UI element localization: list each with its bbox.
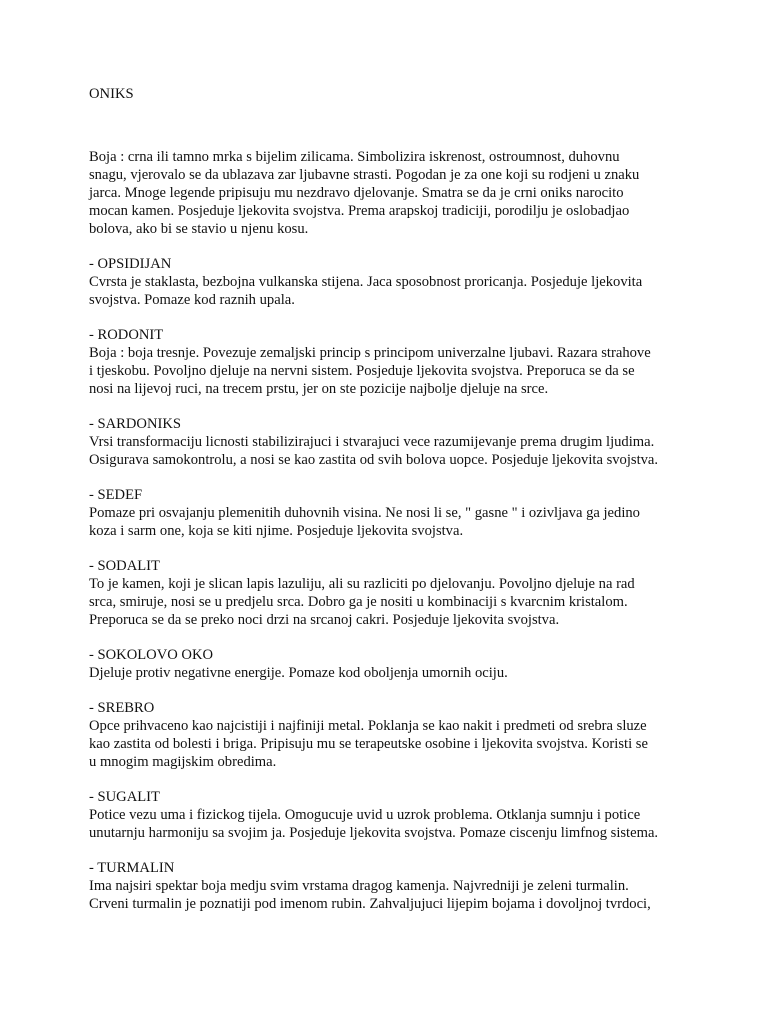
section-body-line: Pomaze pri osvajanju plemenitih duhovnih visina. Ne nosi li se, " gasne " i ozivljava ga jedino (89, 505, 640, 521)
document-section (89, 415, 749, 469)
section-heading: - SUGALIT (89, 789, 160, 805)
document-section (89, 486, 749, 540)
section-body-line: Vrsi transformaciju licnosti stabilizirajuci i stvarajuci vece razumijevanje prema drugim ljudima. (89, 434, 655, 450)
document-section (89, 557, 749, 629)
section-body-line: mocan kamen. Posjeduje ljekovita svojstva. Prema arapskoj tradiciji, porodilju je oslobadjao (89, 203, 630, 219)
document-page (89, 85, 749, 930)
document-section (89, 148, 749, 238)
section-body-line: bolova, ako bi se stavio u njenu kosu. (89, 221, 309, 237)
section-body-line: Cvrsta je staklasta, bezbojna vulkanska stijena. Jaca sposobnost proricanja. Posjeduje ljekovita (89, 274, 643, 290)
section-heading: - SREBRO (89, 700, 155, 716)
document-section (89, 646, 749, 682)
section-body-line: To je kamen, koji je slican lapis lazuliju, ali su razliciti po djelovanju. Povoljno djeluje na rad (89, 576, 635, 592)
document-section (89, 255, 749, 309)
section-body-line: koza i sarm one, koja se kiti njime. Posjeduje ljekovita svojstva. (89, 523, 464, 539)
document-section (89, 699, 749, 771)
section-heading: - SODALIT (89, 558, 160, 574)
section-body-line: Osigurava samokontrolu, a nosi se kao zastita od svih bolova uopce. Posjeduje ljekovita svojstva. (89, 452, 659, 468)
section-body-line: nosi na lijevoj ruci, na trecem prstu, jer on ste pozicije najbolje djeluje na srce. (89, 381, 549, 397)
section-body-line: svojstva. Pomaze kod raznih upala. (89, 292, 295, 308)
section-heading: - TURMALIN (89, 860, 175, 876)
document-section (89, 326, 749, 398)
section-body-line: Preporuca se da se preko noci drzi na srcanoj cakri. Posjeduje ljekovita svojstva. (89, 612, 560, 628)
section-body-line: jarca. Mnoge legende pripisuju mu nezdravo djelovanje. Smatra se da je crni oniks narocito (89, 185, 624, 201)
section-body-line: Boja : crna ili tamno mrka s bijelim zilicama. Simbolizira iskrenost, ostroumnost, duhovnu (89, 149, 620, 165)
section-body-line: u mnogim magijskim obredima. (89, 754, 277, 770)
section-heading: - SARDONIKS (89, 416, 182, 432)
section-heading: - SEDEF (89, 487, 143, 503)
document-sections (89, 148, 749, 913)
section-body-line: i tjeskobu. Povoljno djeluje na nervni sistem. Posjeduje ljekovita svojstva. Preporuca se da se (89, 363, 635, 379)
section-body-line: kao zastita od bolesti i briga. Pripisuju mu se terapeutske osobine i ljekovita svojstva. Koristi se (89, 736, 648, 752)
section-body-line: Crveni turmalin je poznatiji pod imenom rubin. Zahvaljujuci lijepim bojama i dovoljnoj tvrdoci, (89, 896, 651, 912)
section-heading: - OPSIDIJAN (89, 256, 172, 272)
section-heading: - RODONIT (89, 327, 164, 343)
section-body-line: snagu, vjerovalo se da ublazava zar ljubavne strasti. Pogodan je za one koji su rodjeni u znaku (89, 167, 640, 183)
section-body-line: Potice vezu uma i fizickog tijela. Omogucuje uvid u uzrok problema. Otklanja sumnju i potice (89, 807, 641, 823)
document-section (89, 788, 749, 842)
section-body-line: srca, smiruje, nosi se u predjelu srca. Dobro ga je nositi u kombinaciji s kvarcnim kristalom. (89, 594, 628, 610)
section-heading: - SOKOLOVO OKO (89, 647, 214, 663)
section-body-line: Djeluje protiv negativne energije. Pomaze kod oboljenja umornih ociju. (89, 665, 508, 681)
document-title: ONIKS (89, 86, 134, 102)
section-body-line: unutarnju harmoniju sa svojim ja. Posjeduje ljekovita svojstva. Pomaze ciscenju limfnog sistema. (89, 825, 659, 841)
section-body-line: Boja : boja tresnje. Povezuje zemaljski princip s principom univerzalne ljubavi. Razara strahove (89, 345, 651, 361)
section-body-line: Ima najsiri spektar boja medju svim vrstama dragog kamenja. Najvredniji je zeleni turmalin. (89, 878, 629, 894)
document-section (89, 859, 749, 913)
section-body-line: Opce prihvaceno kao najcistiji i najfiniji metal. Poklanja se kao nakit i predmeti od srebra sluze (89, 718, 647, 734)
